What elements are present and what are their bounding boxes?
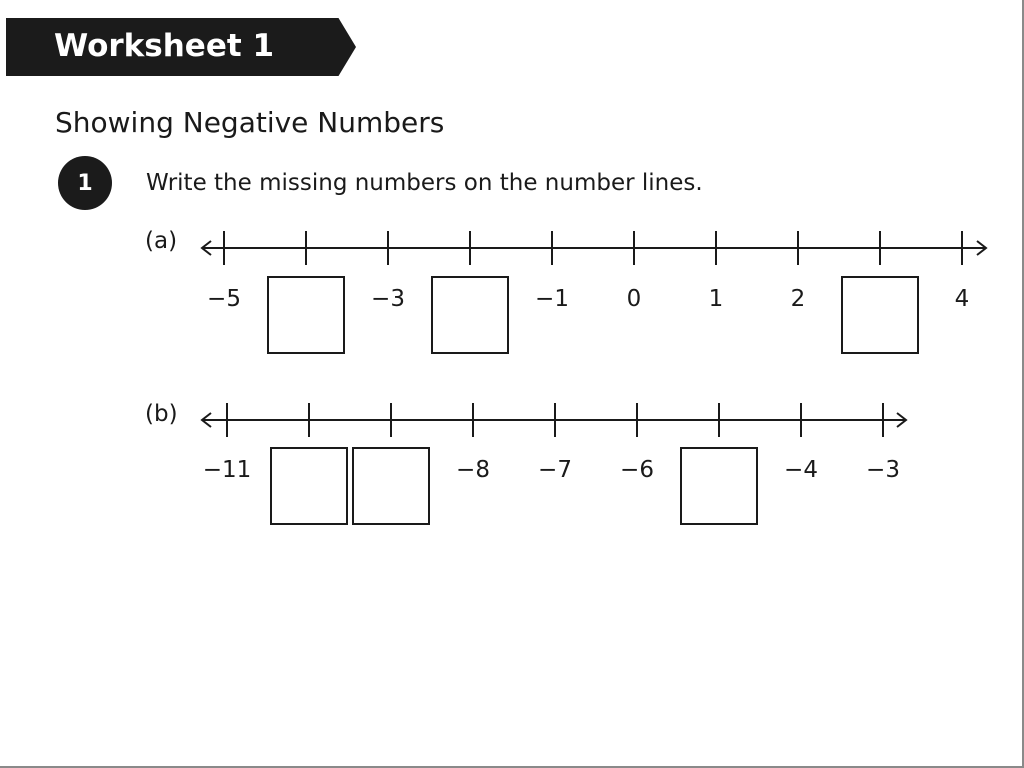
tick-label: −6 [620,457,654,483]
number-line-b [202,403,906,524]
tick-label: −1 [535,286,569,312]
part-a-label: (a) [145,228,178,254]
answer-box[interactable] [681,448,757,524]
tick-label: −4 [784,457,818,483]
answer-box[interactable] [353,448,429,524]
question-number: 1 [77,170,93,196]
tick-label: −5 [207,286,241,312]
number-line-a [202,231,986,353]
tick-label: −8 [456,457,490,483]
tick-label: −11 [202,457,252,483]
answer-box[interactable] [268,277,344,353]
tick-label: 0 [626,286,642,312]
tick-label: 1 [708,286,724,312]
answer-box[interactable] [432,277,508,353]
tick-label: 4 [954,286,970,312]
tick-label: 2 [790,286,806,312]
part-b-label: (b) [145,401,178,427]
question-instruction: Write the missing numbers on the number lines. [146,170,703,196]
worksheet-title: Worksheet 1 [54,28,275,64]
tick-label: −3 [371,286,405,312]
answer-box[interactable] [271,448,347,524]
tick-label: −3 [866,457,900,483]
answer-box[interactable] [842,277,918,353]
section-title: Showing Negative Numbers [55,106,445,139]
tick-label: −7 [538,457,572,483]
